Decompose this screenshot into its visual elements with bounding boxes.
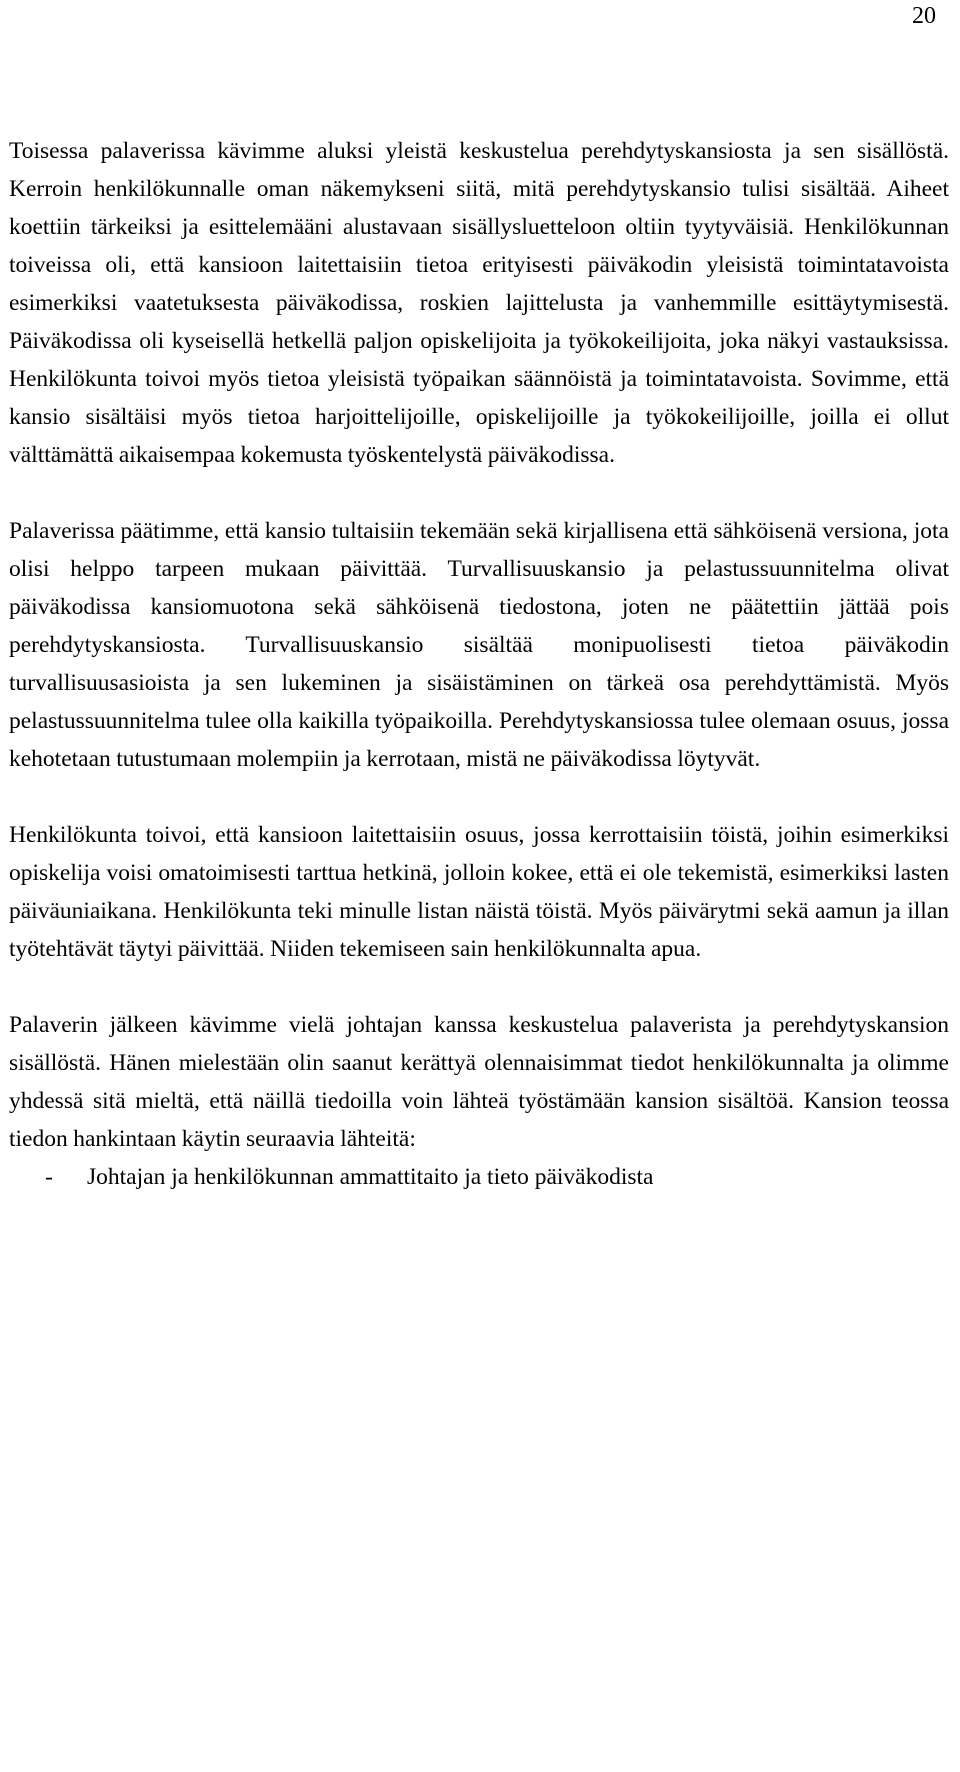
paragraph-3: Henkilökunta toivoi, että kansioon laitettaisiin osuus, jossa kerrottaisiin töistä, joihin esimerkiksi opiskelija voisi omatoimisesti tarttua hetkinä, jolloin kokee, että ei ole tekemistä, esimerkiksi lasten päiväuniaikana. Henkilökunta teki minulle listan näistä töistä. Myös päivärytmi sekä aamun ja illan työtehtävät täytyi päivittää. Niiden tekemiseen sain henkilökunnalta apua. [9, 822, 949, 962]
paragraph-gap [9, 474, 949, 512]
paragraph-2: Palaverissa päätimme, että kansio tultaisiin tekemään sekä kirjallisena että sähköisenä versiona, jota olisi helppo tarpeen mukaan päivittää. Turvallisuuskansio ja pelastussuunnitelma olivat päiväkodissa kansiomuotona sekä sähköisenä tiedostona, joten ne päätettiin jättää pois perehdytyskansiosta. Turvallisuuskansio sisältää monipuolisesti tietoa päiväkodin turvallisuusasioista ja sen lukeminen ja sisäistäminen on tärkeä osa perehdyttämistä. Myös pelastussuunnitelma tulee olla kaikilla työpaikoilla. Perehdytyskansiossa tulee olemaan osuus, jossa kehotetaan tutustumaan molempiin ja kerrotaan, mistä ne päiväkodissa löytyvät. [9, 518, 949, 772]
paragraph-1: Toisessa palaverissa kävimme aluksi yleistä keskustelua perehdytyskansiosta ja sen sisällöstä. Kerroin henkilökunnalle oman näkemykseni siitä, mitä perehdytyskansio tulisi sisältää. Aiheet koettiin tärkeiksi ja esittelemääni alustavaan sisällysluetteloon oltiin tyytyväisiä. Henkilökunnan toiveissa oli, että kansioon laitettaisiin tietoa erityisesti päiväkodin yleisistä toimintatavoista esimerkiksi vaatetuksesta päiväkodissa, roskien lajittelusta ja vanhemmille esittäytymisestä. Päiväkodissa oli kyseisellä hetkellä paljon opiskelijoita ja työkokeilijoita, joka näkyi vastauksissa. Henkilökunta toivoi myös tietoa yleisistä työpaikan säännöistä ja toimintatavoista. Sovimme, että kansio sisältäisi myös tietoa harjoittelijoille, opiskelijoille ja työkokeilijoille, joilla ei ollut välttämättä aikaisempaa kokemusta työskentelystä päiväkodissa. [9, 138, 949, 468]
list-item [9, 1158, 949, 1196]
list-item-text: Johtajan ja henkilökunnan ammattitaito ja tieto päiväkodista [87, 1164, 654, 1190]
paragraph-gap [9, 968, 949, 1006]
document-body [9, 132, 949, 1196]
paragraph-4: Palaverin jälkeen kävimme vielä johtajan kanssa keskustelua palaverista ja perehdytyskansion sisällöstä. Hänen mielestään olin saanut kerättyä olennaisimmat tiedot henkilökunnalta ja olimme yhdessä sitä mieltä, että näillä tiedoilla voin lähteä työstämään kansion sisältöä. Kansion teossa tiedon hankintaan käytin seuraavia lähteitä: [9, 1012, 949, 1152]
page-number: 20 [912, 3, 936, 29]
list-item-marker: - [45, 1164, 53, 1190]
paragraph-gap [9, 778, 949, 816]
